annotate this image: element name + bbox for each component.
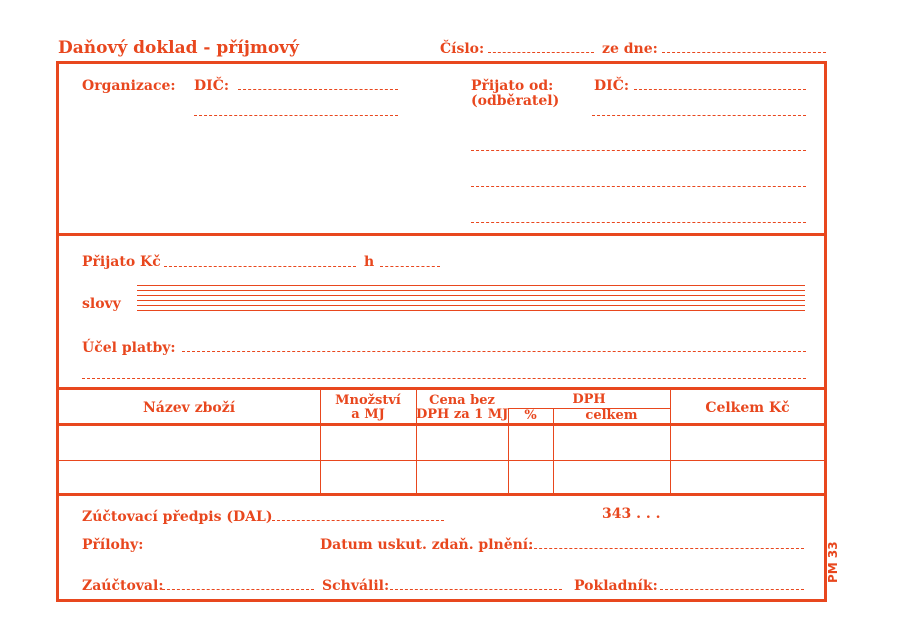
odberatel-line-4[interactable] — [471, 222, 806, 223]
section-divider-1 — [56, 233, 827, 236]
section-divider-2 — [56, 387, 827, 390]
zuctovaci-label: Zúčtovací předpis (DAL) — [82, 509, 273, 525]
odberatel-line-1[interactable] — [592, 115, 806, 116]
col-dph: DPH — [572, 392, 606, 407]
h-label: h — [364, 254, 375, 270]
odberatel-line-3[interactable] — [471, 186, 806, 187]
schvalil-field[interactable] — [390, 589, 562, 590]
col-cena-2: DPH za 1 MJ — [416, 407, 509, 422]
cislo-label: Číslo: — [440, 41, 485, 57]
form-code: PM 33 — [826, 541, 840, 583]
prijato-kc-label: Přijato Kč — [82, 254, 161, 270]
col-nazev: Název zboží — [142, 400, 236, 416]
odberatel-line-2[interactable] — [471, 150, 806, 151]
zauctoval-field[interactable] — [162, 589, 314, 590]
prijato-kc-field[interactable] — [164, 266, 356, 267]
form-title: Daňový doklad - příjmový — [58, 38, 299, 58]
h-field[interactable] — [380, 266, 440, 267]
cislo-field[interactable] — [488, 52, 594, 53]
section-divider-3 — [56, 493, 827, 496]
slovy-lines[interactable] — [137, 285, 805, 315]
ucel-field-1[interactable] — [182, 351, 806, 352]
zauctoval-label: Zaúčtoval: — [82, 578, 164, 594]
slovy-label: slovy — [82, 296, 121, 312]
col-celkem-kc: Celkem Kč — [705, 400, 790, 416]
dic-label: DIČ: — [194, 78, 229, 94]
organizace-field[interactable] — [194, 115, 398, 116]
prijato-od-label: Přijato od: — [471, 78, 554, 94]
col-cena-1: Cena bez — [429, 393, 495, 408]
pokladnik-field[interactable] — [660, 589, 804, 590]
dic2-field[interactable] — [634, 89, 806, 90]
odberatel-label: (odběratel) — [471, 93, 560, 109]
ucel-label: Účel platby: — [82, 340, 176, 356]
table-row-divider — [56, 460, 827, 461]
ze-dne-label: ze dne: — [602, 41, 658, 57]
table-header-divider — [56, 423, 827, 426]
dic2-label: DIČ: — [594, 78, 629, 94]
col-mnozstvi-2: a MJ — [351, 407, 385, 422]
col-percent: % — [524, 408, 537, 423]
schvalil-label: Schválil: — [322, 578, 390, 594]
code-343: 343 . . . — [602, 506, 661, 522]
pokladnik-label: Pokladník: — [574, 578, 658, 594]
organizace-label: Organizace: — [82, 78, 176, 94]
col-mnozstvi-1: Množství — [335, 393, 401, 408]
col-celkem-dph: celkem — [585, 408, 638, 423]
prilohy-label: Přílohy: — [82, 537, 144, 553]
datum-label: Datum uskut. zdaň. plnění: — [320, 537, 534, 553]
ucel-field-2[interactable] — [82, 378, 806, 379]
zuctovaci-field[interactable] — [272, 520, 444, 521]
dic-field[interactable] — [238, 89, 398, 90]
ze-dne-field[interactable] — [662, 52, 826, 53]
datum-field[interactable] — [524, 548, 804, 549]
